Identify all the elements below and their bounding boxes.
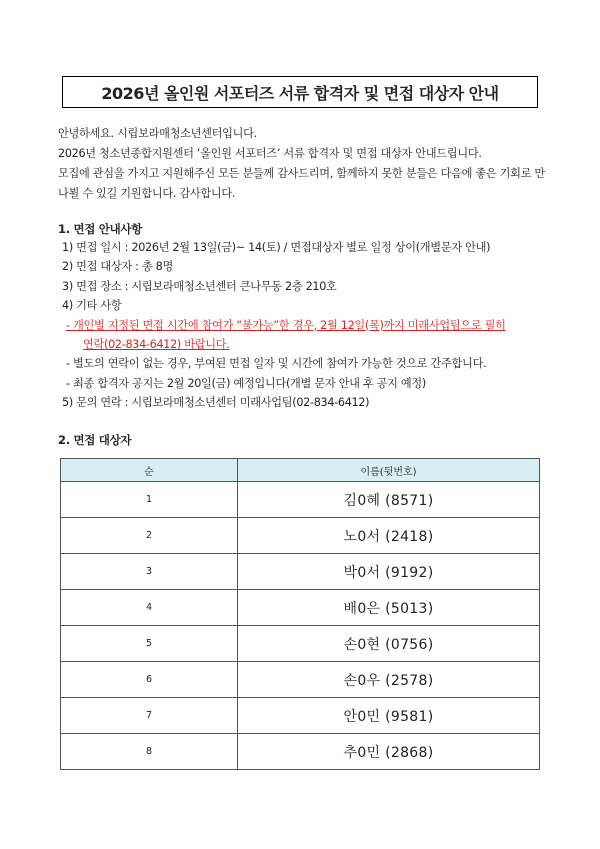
row-number: 4: [61, 590, 238, 626]
row-name: 안0민 (9581): [238, 698, 540, 734]
interview-date: 1) 면접 일시 : 2026년 2월 13일(금)~ 14(토) / 면접대상자 별로 일정 상이(개별문자 안내): [62, 241, 491, 254]
row-number: 6: [61, 662, 238, 698]
intro-greeting: 안녕하세요. 시립보라매청소년센터입니다.: [58, 127, 257, 140]
table-header-row: [61, 459, 540, 482]
candidates-table: [60, 458, 540, 770]
intro-text: [58, 124, 548, 204]
table-row: [61, 734, 540, 770]
interview-count: 2) 면접 대상자 : 총 8명: [62, 260, 174, 274]
row-name: 손0우 (2578): [238, 662, 540, 698]
red-notice-line2: 연락(02-834-6412) 바랍니다.: [83, 338, 230, 352]
contact-info: 5) 문의 연락 : 시립보라매청소년센터 미래사업팀(02-834-6412): [62, 396, 370, 410]
interview-info-list: [62, 238, 548, 413]
row-number: 1: [61, 482, 238, 518]
row-number: 2: [61, 518, 238, 554]
page-title: 2026년 올인원 서포터즈 서류 합격자 및 면접 대상자 안내: [62, 76, 538, 108]
row-number: 5: [61, 626, 238, 662]
section1-heading: 1. 면접 안내사항: [58, 222, 143, 236]
intro-thanks: 모집에 관심을 가지고 지원해주신 모든 분들께 감사드리며, 함께하지 못한 분들은 다음에 좋은 기회로 만나뵐 수 있길 기원합니다. 감사합니다.: [58, 167, 545, 200]
red-notice-line1: - 개인별 지정된 면접 시간에 참여가 “불가능”한 경우, 2월 12일(목)까지 미래사업팀으로 필히: [66, 318, 506, 332]
note-absence: - 별도의 연락이 없는 경우, 부여된 면접 일자 및 시간에 참여가 가능한 것으로 간주합니다.: [66, 357, 487, 371]
table-row: [61, 626, 540, 662]
table-row: [61, 698, 540, 734]
intro-notice: 2026년 청소년종합지원센터 ‘올인원 서포터즈’ 서류 합격자 및 면접 대상자 안내드립니다.: [58, 147, 482, 160]
row-name: 김0혜 (8571): [238, 482, 540, 518]
col-name: 이름(뒷번호): [238, 459, 540, 482]
note-final-announcement: - 최종 합격자 공지는 2월 20일(금) 예정입니다(개별 문자 안내 후 공지 예정): [66, 376, 426, 390]
row-name: 노0서 (2418): [238, 518, 540, 554]
row-name: 손0현 (0756): [238, 626, 540, 662]
section2-heading: 2. 면접 대상자: [58, 433, 132, 447]
table-row: [61, 482, 540, 518]
other-notes-label: 4) 기타 사항: [62, 299, 122, 313]
row-name: 배0은 (5013): [238, 590, 540, 626]
table-row: [61, 662, 540, 698]
red-notice: [62, 316, 548, 355]
row-name: 박0서 (9192): [238, 554, 540, 590]
interview-location: 3) 면접 장소 : 시립보라매청소년센터 큰나무동 2층 210호: [62, 279, 337, 293]
row-number: 3: [61, 554, 238, 590]
col-order: 순: [61, 459, 238, 482]
row-number: 7: [61, 698, 238, 734]
table-row: [61, 518, 540, 554]
table-row: [61, 554, 540, 590]
table-row: [61, 590, 540, 626]
row-number: 8: [61, 734, 238, 770]
row-name: 추0민 (2868): [238, 734, 540, 770]
